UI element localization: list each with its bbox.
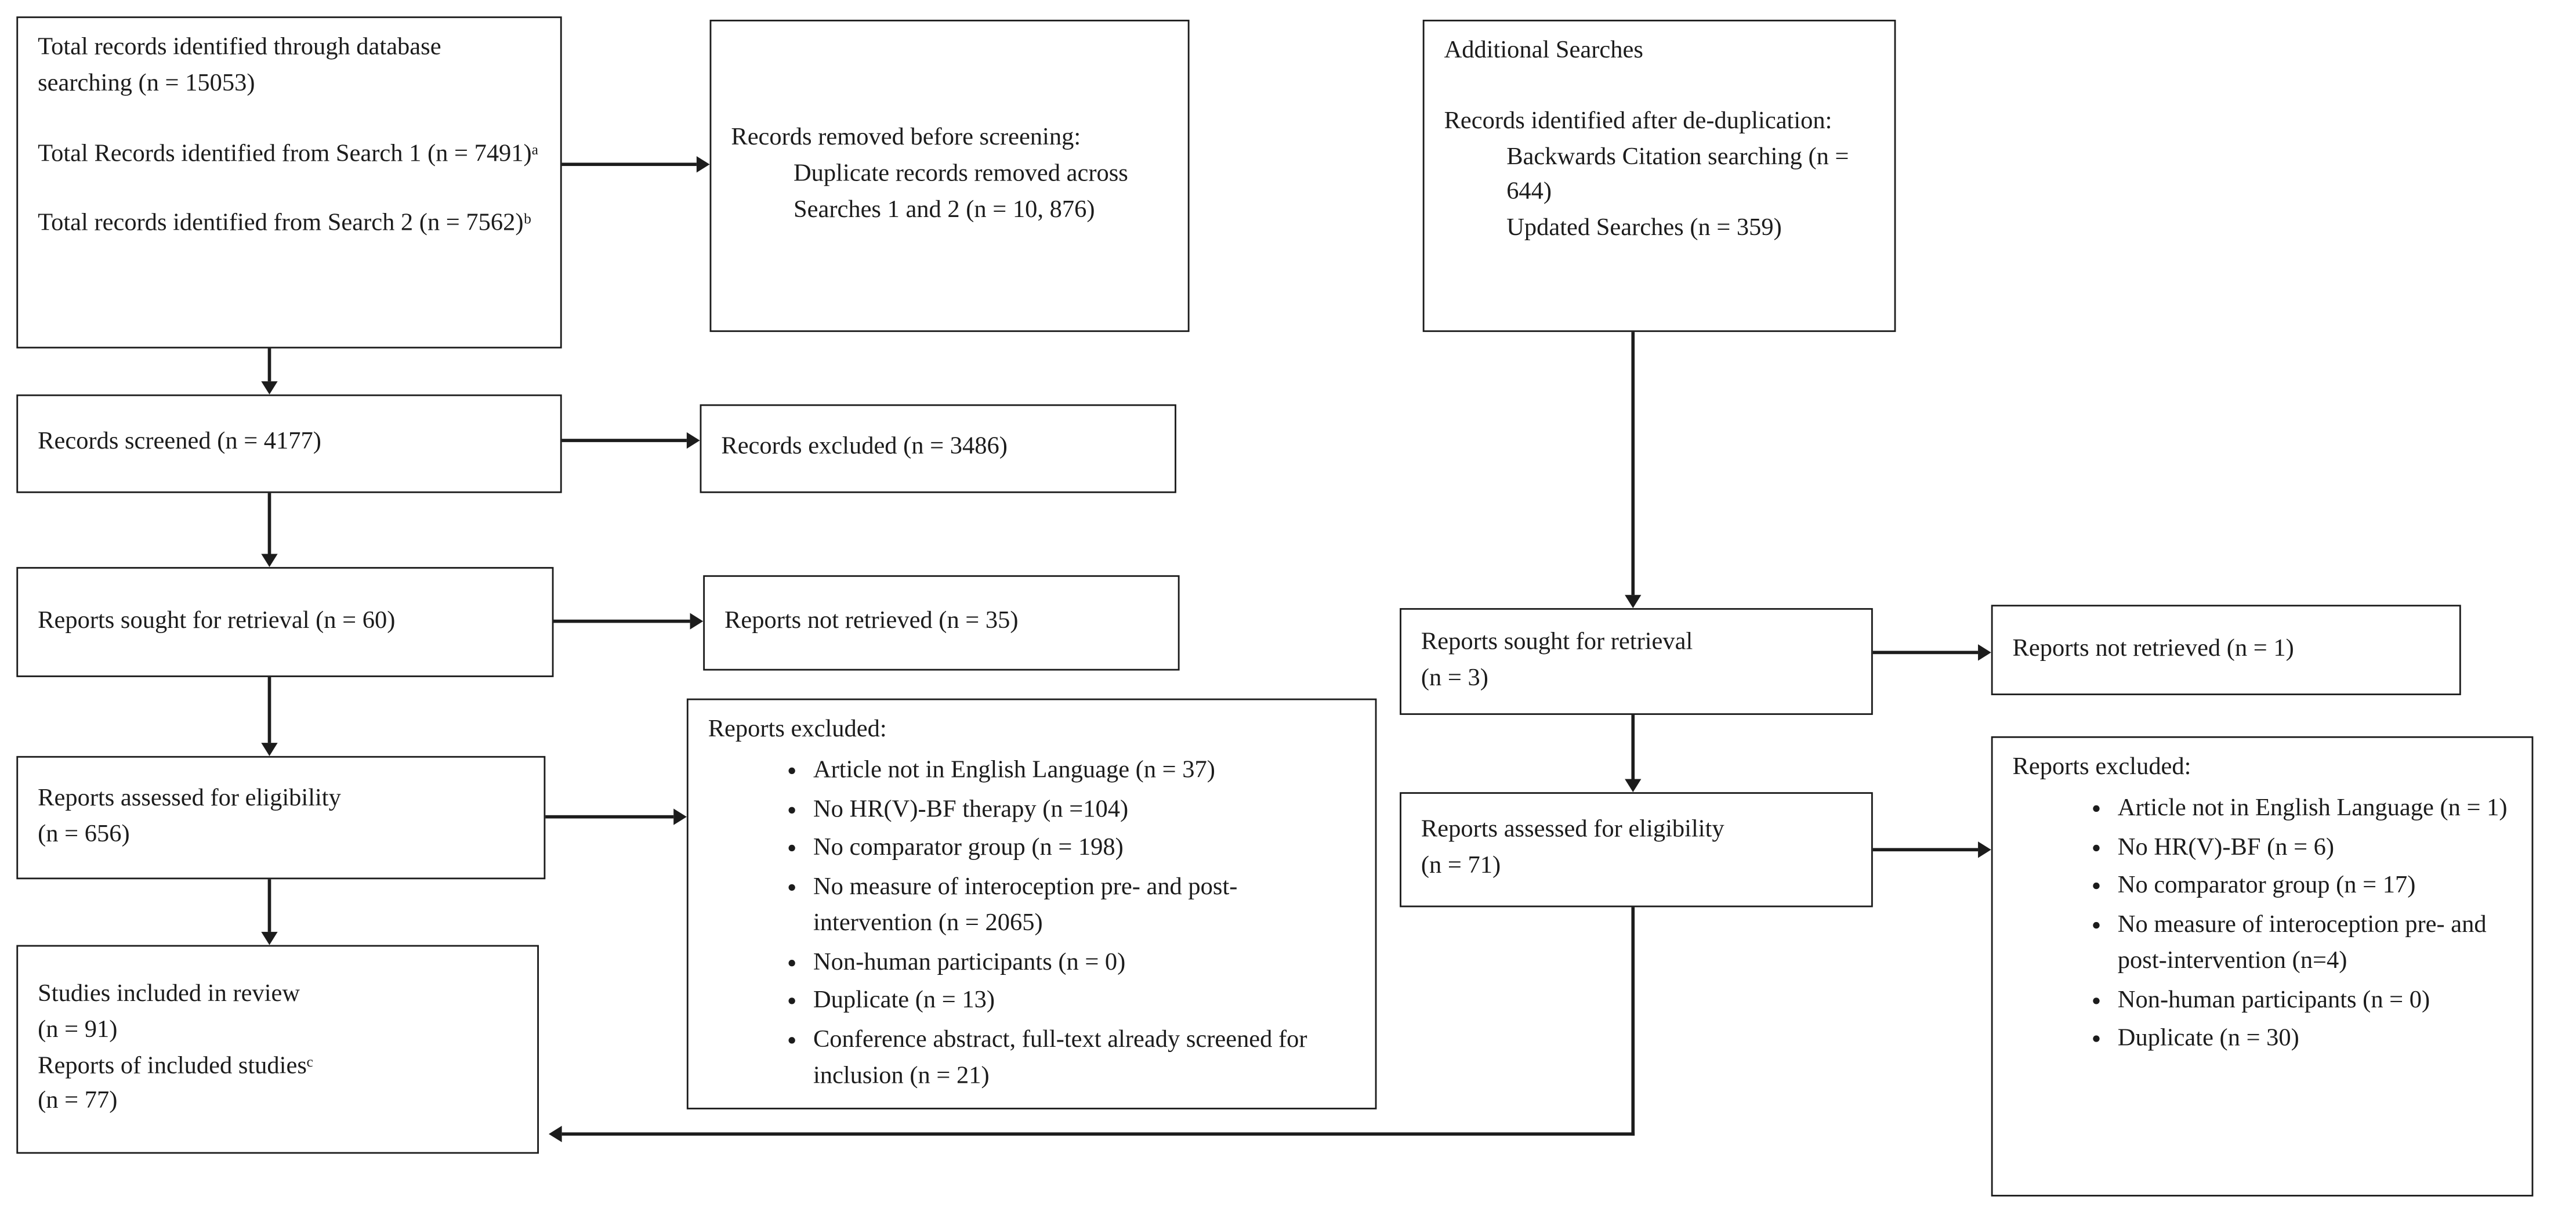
reports-excluded-list (708, 754, 1356, 1095)
arrow-screened-to-excluded-line (562, 439, 687, 442)
reports-assessed-line1: Reports assessed for eligibility (38, 785, 341, 812)
records-screened-text: Records screened (n = 4177) (38, 429, 321, 456)
additional-searches-item: Backwards Citation searching (n = 644) (1506, 143, 1849, 206)
arrow-sought2-to-assessed2-line (1632, 715, 1635, 779)
arrow-additional-to-sought-head (1625, 595, 1641, 608)
reports-sought-text: Reports sought for retrieval (n = 60) (38, 607, 396, 634)
additional-searches-item: Updated Searches (n = 359) (1506, 215, 1782, 242)
arrow-screened-to-sought-line (269, 493, 271, 554)
arrow-additional-to-sought-line (1632, 332, 1635, 595)
additional-sought-line1: Reports sought for retrieval (1421, 629, 1693, 656)
arrow-assessed-to-included-head (261, 932, 277, 945)
box-additional-reports-sought (1400, 608, 1873, 715)
included-line2: (n = 91) (38, 1017, 118, 1043)
arrow-assessed2-to-included-head (549, 1126, 562, 1142)
reports-not-retrieved-text: Reports not retrieved (n = 35) (724, 608, 1019, 635)
additional-searches-subtitle: Records identified after de-duplication: (1444, 108, 1832, 135)
removed-before-detail: Duplicate records removed across Searches 1 and 2 (n = 10, 876) (793, 161, 1128, 223)
excluded-reason: • Conference abstract, full-text already screened for inclusion (n = 21) (813, 1024, 1356, 1096)
additional-assessed-line2: (n = 71) (1421, 852, 1501, 880)
arrow-identified-to-removed-head (697, 156, 710, 172)
box-studies-included (16, 945, 539, 1154)
included-line4: (n = 77) (38, 1088, 118, 1115)
additional-sought-line2: (n = 3) (1421, 664, 1488, 691)
excluded-reason: • Article not in English Language (n = 1) (2118, 791, 2512, 827)
excluded-reason: • No comparator group (n = 17) (2118, 870, 2512, 906)
arrow-sought-to-assessed-line (269, 677, 271, 743)
additional-not-retrieved-text: Reports not retrieved (n = 1) (2012, 635, 2294, 662)
box-additional-reports-assessed (1400, 792, 1873, 907)
excluded-reason: • Article not in English Language (n = 37) (813, 754, 1356, 790)
excluded-reason: • No comparator group (n = 198) (813, 832, 1356, 868)
arrow-assessed-to-included-line (269, 879, 271, 932)
box-reports-not-retrieved (703, 575, 1179, 670)
box-records-excluded (700, 404, 1176, 493)
records-excluded-text: Records excluded (n = 3486) (721, 434, 1008, 461)
additional-searches-title: Additional Searches (1444, 38, 1643, 64)
box-reports-excluded-reasons (687, 699, 1377, 1109)
arrow-assessed2-to-excluded2-head (1978, 841, 1991, 858)
excluded-reason: • Non-human participants (n = 0) (2118, 984, 2512, 1020)
excluded-reason: • No HR(V)-BF therapy (n =104) (813, 793, 1356, 829)
arrow-sought2-to-assessed2-head (1625, 779, 1641, 792)
arrow-sought2-to-not-retrieved2-head (1978, 644, 1991, 660)
reports-assessed-line2: (n = 656) (38, 821, 130, 848)
arrow-sought2-to-not-retrieved2-line (1873, 651, 1978, 654)
arrow-sought-to-not-retrieved-head (690, 613, 704, 629)
excluded-reason: • Duplicate (n = 13) (813, 985, 1356, 1021)
box-records-identified (16, 16, 561, 348)
box-reports-assessed-eligibility (16, 756, 545, 879)
removed-before-title: Records removed before screening: (731, 125, 1081, 152)
box-additional-reports-excluded-reasons (1991, 736, 2534, 1197)
box-records-removed-before-screening (710, 20, 1190, 332)
arrow-sought-to-not-retrieved-line (553, 620, 690, 623)
arrow-screened-to-sought-head (261, 554, 277, 567)
arrow-assessed2-to-included-hline (562, 1133, 1635, 1136)
arrow-assessed-to-excluded-head (673, 808, 687, 825)
box-records-screened (16, 395, 561, 493)
excluded-reason: • Duplicate (n = 30) (2118, 1022, 2512, 1058)
excluded-reason: • No HR(V)-BF (n = 6) (2118, 831, 2512, 867)
excluded-reason: • Non-human participants (n = 0) (813, 946, 1356, 982)
arrow-identified-to-screened-line (269, 348, 271, 381)
included-line3: Reports of included studiesᶜ (38, 1053, 313, 1079)
arrow-assessed2-to-excluded2-line (1873, 848, 1978, 851)
arrow-identified-to-removed-line (562, 163, 697, 166)
arrow-sought-to-assessed-head (261, 743, 277, 756)
box-reports-sought-retrieval (16, 567, 553, 677)
excluded-reason: • No measure of interoception pre- and post-intervention (n=4) (2118, 909, 2512, 980)
arrow-assessed-to-excluded-line (545, 815, 673, 818)
box-additional-searches (1423, 20, 1896, 332)
box-additional-reports-not-retrieved (1991, 605, 2461, 695)
arrow-assessed2-to-included-vline (1632, 907, 1635, 1135)
arrow-screened-to-excluded-head (687, 432, 700, 449)
included-line1: Studies included in review (38, 981, 300, 1008)
additional-excluded-title: Reports excluded: (2012, 754, 2191, 781)
identified-search2-text: Total records identified from Search 2 (n = 7562)ᵇ (38, 211, 531, 237)
excluded-reason: • No measure of interoception pre- and post-intervention (n = 2065) (813, 871, 1356, 942)
identified-total-text: Total records identified through database searching (n = 15053) (38, 34, 441, 97)
identified-search1-text: Total Records identified from Search 1 (n = 7491)ᵃ (38, 140, 539, 167)
additional-excluded-list (2013, 791, 2512, 1058)
reports-excluded-title: Reports excluded: (708, 716, 887, 743)
additional-assessed-line1: Reports assessed for eligibility (1421, 817, 1724, 844)
arrow-identified-to-screened-head (261, 381, 277, 395)
